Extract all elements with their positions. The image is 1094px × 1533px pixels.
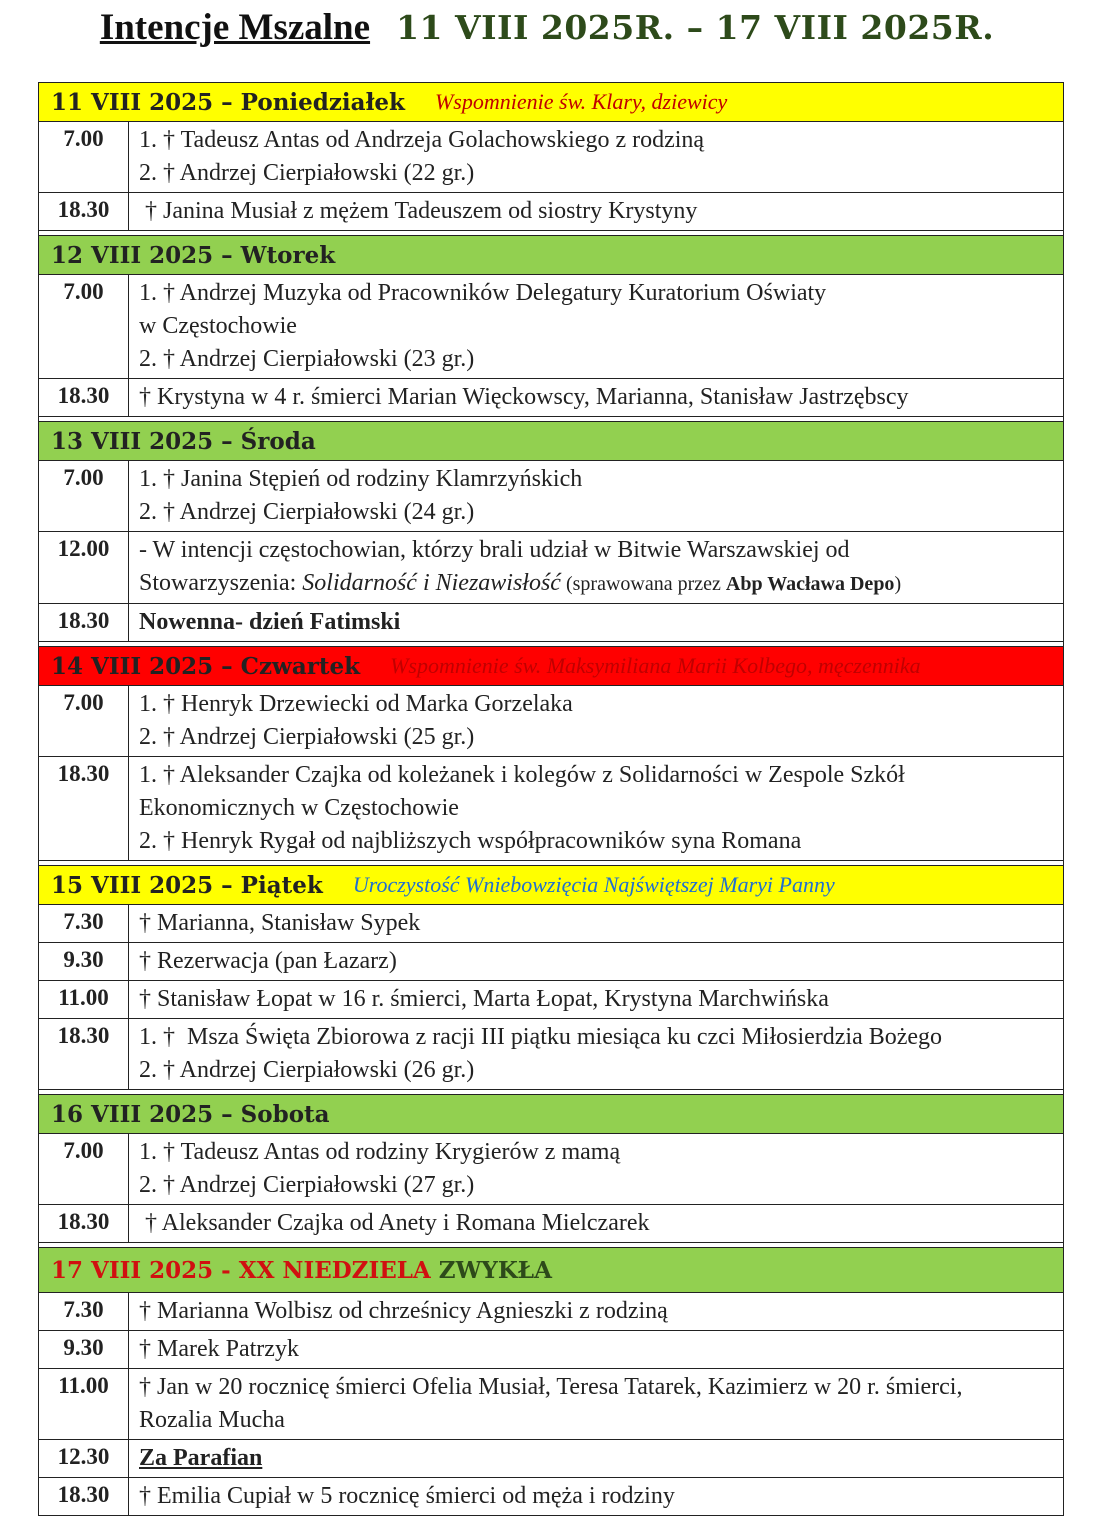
- day-date: 16 VIII 2025 – Sobota: [51, 1100, 330, 1128]
- mass-intentions: [129, 1019, 1063, 1089]
- mass-time: 12.30: [39, 1440, 129, 1477]
- intention-line: 2. † Andrzej Cierpiałowski (23 gr.): [139, 346, 475, 372]
- day-date-suffix: ZWYKŁA: [438, 1256, 552, 1284]
- day-date: 15 VIII 2025 – Piątek: [51, 871, 323, 899]
- mass-intentions: [129, 604, 1063, 641]
- mass-intentions: [129, 943, 1063, 980]
- mass-row: [39, 1293, 1063, 1331]
- intention-line: † Marek Patrzyk: [139, 1336, 299, 1362]
- intention-line: † Emilia Cupiał w 5 rocznicę śmierci od męża i rodziny: [139, 1483, 675, 1509]
- intention-line: 2. † Andrzej Cierpiałowski (27 gr.): [139, 1172, 475, 1198]
- mass-time: 18.30: [39, 1478, 129, 1515]
- mass-intentions: [129, 905, 1063, 942]
- intention-line: Rozalia Mucha: [139, 1407, 285, 1433]
- mass-time: 9.30: [39, 1331, 129, 1368]
- day-header: [39, 1248, 1063, 1293]
- intention-line: 1. † Andrzej Muzyka od Pracowników Delegatury Kuratorium Oświaty: [139, 280, 827, 306]
- mass-time: 7.30: [39, 905, 129, 942]
- day-section: [39, 1247, 1063, 1516]
- day-section: [39, 421, 1063, 642]
- intention-line: w Częstochowie: [139, 313, 297, 339]
- mass-time: 7.00: [39, 686, 129, 756]
- mass-intentions: [129, 193, 1063, 230]
- mass-row: [39, 1331, 1063, 1369]
- mass-time: 7.00: [39, 122, 129, 192]
- intention-line: Ekonomicznych w Częstochowie: [139, 795, 459, 821]
- day-section: [39, 865, 1063, 1090]
- day-header: [39, 866, 1063, 905]
- day-date: 12 VIII 2025 – Wtorek: [51, 241, 336, 269]
- intention-note: (sprawowana przez: [560, 573, 726, 595]
- intention-line: 1. † Tadeusz Antas od Andrzeja Golachowskiego z rodziną: [139, 127, 705, 153]
- mass-intentions: [129, 757, 1063, 860]
- mass-intentions: [129, 1205, 1063, 1242]
- intentions-table: [38, 82, 1064, 1516]
- mass-time: 12.00: [39, 532, 129, 603]
- mass-time: 18.30: [39, 193, 129, 230]
- page-title: [0, 6, 1094, 49]
- intention-line: - W intencji częstochowian, którzy brali udział w Bitwie Warszawskiej od: [139, 537, 850, 563]
- mass-intentions: [129, 461, 1063, 531]
- intention-line: 2. † Andrzej Cierpiałowski (25 gr.): [139, 724, 475, 750]
- intention-line: [139, 567, 1063, 601]
- mass-row: [39, 604, 1063, 642]
- mass-row: [39, 461, 1063, 532]
- mass-time: 7.00: [39, 1134, 129, 1204]
- day-header: [39, 647, 1063, 686]
- mass-intentions: [129, 1331, 1063, 1368]
- mass-intentions: [129, 532, 1063, 603]
- mass-time: 18.30: [39, 1205, 129, 1242]
- intention-line: 2. † Andrzej Cierpiałowski (24 gr.): [139, 499, 475, 525]
- title-date-range: 11 VIII 2025R. – 17 VIII 2025R.: [396, 8, 995, 47]
- day-feast-note: Wspomnienie św. Maksymiliana Marii Kolbego, męczennika: [390, 653, 921, 678]
- mass-row: [39, 1205, 1063, 1243]
- day-date: 14 VIII 2025 – Czwartek: [51, 652, 361, 680]
- mass-intentions: [129, 1478, 1063, 1515]
- day-header: [39, 236, 1063, 275]
- mass-time: 7.00: [39, 275, 129, 378]
- intention-line: 1. † Tadeusz Antas od rodziny Krygierów z mamą: [139, 1139, 621, 1165]
- mass-intentions: [129, 686, 1063, 756]
- mass-intentions: [129, 1134, 1063, 1204]
- day-feast-note: Uroczystość Wniebowzięcia Najświętszej Maryi Panny: [352, 872, 835, 897]
- mass-time: 18.30: [39, 1019, 129, 1089]
- mass-intentions: [129, 275, 1063, 378]
- intention-line: † Marianna Wolbisz od chrześnicy Agnieszki z rodziną: [139, 1298, 668, 1324]
- intention-line: † Jan w 20 rocznicę śmierci Ofelia Musiał, Teresa Tatarek, Kazimierz w 20 r. śmierci,: [139, 1374, 963, 1400]
- mass-intentions: [129, 1440, 1063, 1477]
- mass-row: [39, 1134, 1063, 1205]
- intention-line: † Krystyna w 4 r. śmierci Marian Więckowscy, Marianna, Stanisław Jastrzębscy: [139, 384, 909, 410]
- day-header: [39, 422, 1063, 461]
- intention-line: 2. † Andrzej Cierpiałowski (22 gr.): [139, 160, 475, 186]
- day-date: 11 VIII 2025 – Poniedziałek: [51, 88, 405, 116]
- intention-line: 1. † Janina Stępień od rodziny Klamrzyńskich: [139, 466, 583, 492]
- intention-line: 2. † Henryk Rygał od najbliższych współpracowników syna Romana: [139, 828, 802, 854]
- day-header: [39, 83, 1063, 122]
- mass-time: 11.00: [39, 1369, 129, 1439]
- day-header: [39, 1095, 1063, 1134]
- day-section: [39, 646, 1063, 861]
- mass-row: [39, 905, 1063, 943]
- mass-time: 11.00: [39, 981, 129, 1018]
- intention-line: † Janina Musiał z mężem Tadeuszem od siostry Krystyny: [139, 198, 698, 224]
- day-feast-note: Wspomnienie św. Klary, dziewicy: [434, 89, 728, 114]
- mass-intentions: [129, 1369, 1063, 1439]
- mass-time: 18.30: [39, 604, 129, 641]
- intention-line: 1. † Henryk Drzewiecki od Marka Gorzelaka: [139, 691, 573, 717]
- day-section: [39, 1094, 1063, 1243]
- intention-text: Stowarzyszenia:: [139, 570, 303, 596]
- day-section: [39, 235, 1063, 417]
- mass-intentions: [129, 1293, 1063, 1330]
- intention-line: † Aleksander Czajka od Anety i Romana Mielczarek: [139, 1210, 650, 1236]
- mass-time: 9.30: [39, 943, 129, 980]
- mass-row: [39, 943, 1063, 981]
- mass-intentions: [129, 981, 1063, 1018]
- mass-row: [39, 1369, 1063, 1440]
- mass-row: [39, 379, 1063, 417]
- day-date: 13 VIII 2025 – Środa: [51, 427, 316, 455]
- day-date: 17 VIII 2025 - XX NIEDZIELA: [51, 1256, 439, 1284]
- organization-name: Solidarność i Niezawisłość: [302, 570, 561, 596]
- mass-time: 18.30: [39, 757, 129, 860]
- mass-row: [39, 1440, 1063, 1478]
- mass-row: [39, 757, 1063, 861]
- mass-row: [39, 193, 1063, 231]
- mass-time: 7.30: [39, 1293, 129, 1330]
- intention-line: 1. † Aleksander Czajka od koleżanek i kolegów z Solidarności w Zespole Szkół: [139, 762, 905, 788]
- day-section: [39, 83, 1063, 231]
- mass-intentions: [129, 122, 1063, 192]
- intention-line: Za Parafian: [139, 1445, 263, 1471]
- mass-row: [39, 1019, 1063, 1090]
- title-main: Intencje Mszalne: [99, 7, 371, 48]
- mass-row: [39, 275, 1063, 379]
- mass-time: 18.30: [39, 379, 129, 416]
- intention-line: † Rezerwacja (pan Łazarz): [139, 948, 397, 974]
- mass-intentions: [129, 379, 1063, 416]
- mass-row: [39, 532, 1063, 604]
- mass-row: [39, 122, 1063, 193]
- intention-note-end: ): [894, 573, 902, 595]
- intention-line: 2. † Andrzej Cierpiałowski (26 gr.): [139, 1057, 475, 1083]
- mass-row: [39, 981, 1063, 1019]
- mass-time: 7.00: [39, 461, 129, 531]
- mass-row: [39, 686, 1063, 757]
- intention-line: 1. † Msza Święta Zbiorowa z racji III piątku miesiąca ku czci Miłosierdzia Bożego: [139, 1024, 943, 1050]
- intention-line: Nowenna- dzień Fatimski: [139, 609, 401, 635]
- intention-line: † Marianna, Stanisław Sypek: [139, 910, 421, 936]
- celebrant-name: Abp Wacława Depo: [725, 573, 895, 595]
- intention-line: † Stanisław Łopat w 16 r. śmierci, Marta Łopat, Krystyna Marchwińska: [139, 986, 829, 1012]
- mass-row: [39, 1478, 1063, 1516]
